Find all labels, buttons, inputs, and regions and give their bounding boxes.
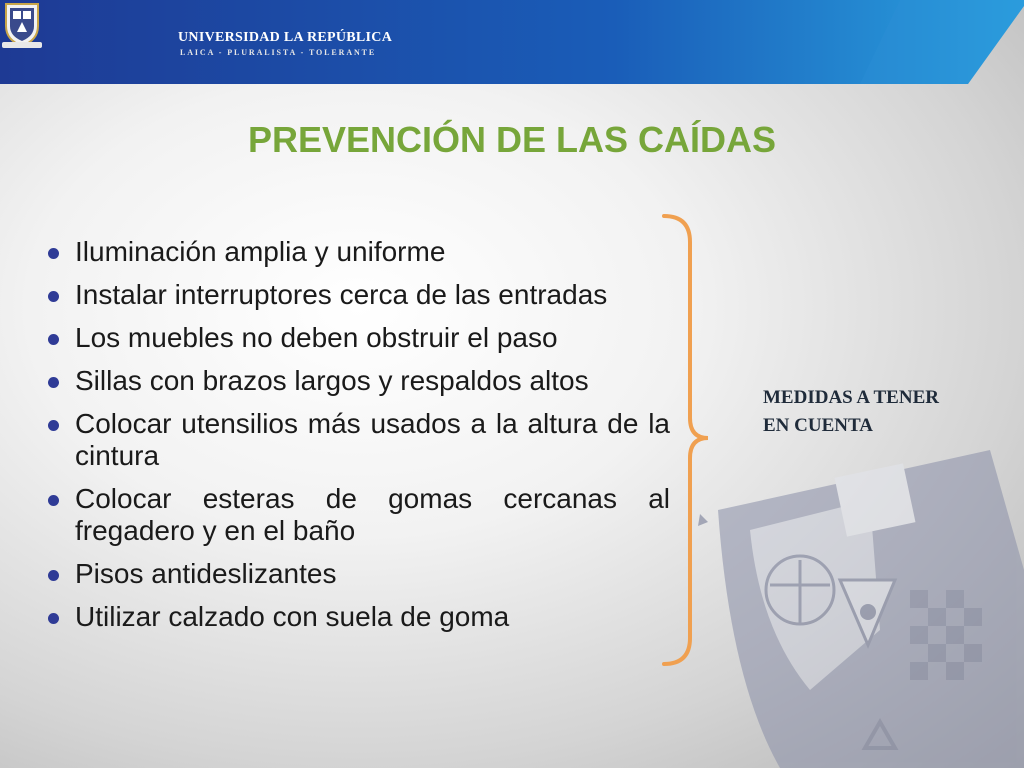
right-brace-icon	[660, 212, 710, 668]
list-item: Sillas con brazos largos y respaldos altos	[46, 365, 670, 397]
list-item: Iluminación amplia y uniforme	[46, 236, 670, 268]
list-item: Pisos antideslizantes	[46, 558, 670, 590]
slide-title: PREVENCIÓN DE LAS CAÍDAS	[247, 119, 777, 160]
measures-label: MEDIDAS A TENER EN CUENTA	[763, 387, 939, 436]
university-crest-watermark-icon	[690, 430, 1024, 768]
list-item: Colocar utensilios más usados a la altura de la cintura	[46, 408, 670, 472]
list-item: Los muebles no deben obstruir el paso	[46, 322, 670, 354]
university-crest-icon	[0, 0, 44, 50]
banner-background	[0, 0, 1024, 84]
header-banner	[0, 0, 1024, 84]
university-motto: LAICA - PLURALISTA - TOLERANTE	[180, 48, 377, 57]
list-item: Instalar interruptores cerca de las entradas	[46, 279, 670, 311]
bullet-list	[46, 236, 670, 644]
list-item: Colocar esteras de gomas cercanas al fregadero y en el baño	[46, 483, 670, 547]
list-item: Utilizar calzado con suela de goma	[46, 601, 670, 633]
university-name: UNIVERSIDAD LA REPÚBLICA	[178, 30, 393, 45]
